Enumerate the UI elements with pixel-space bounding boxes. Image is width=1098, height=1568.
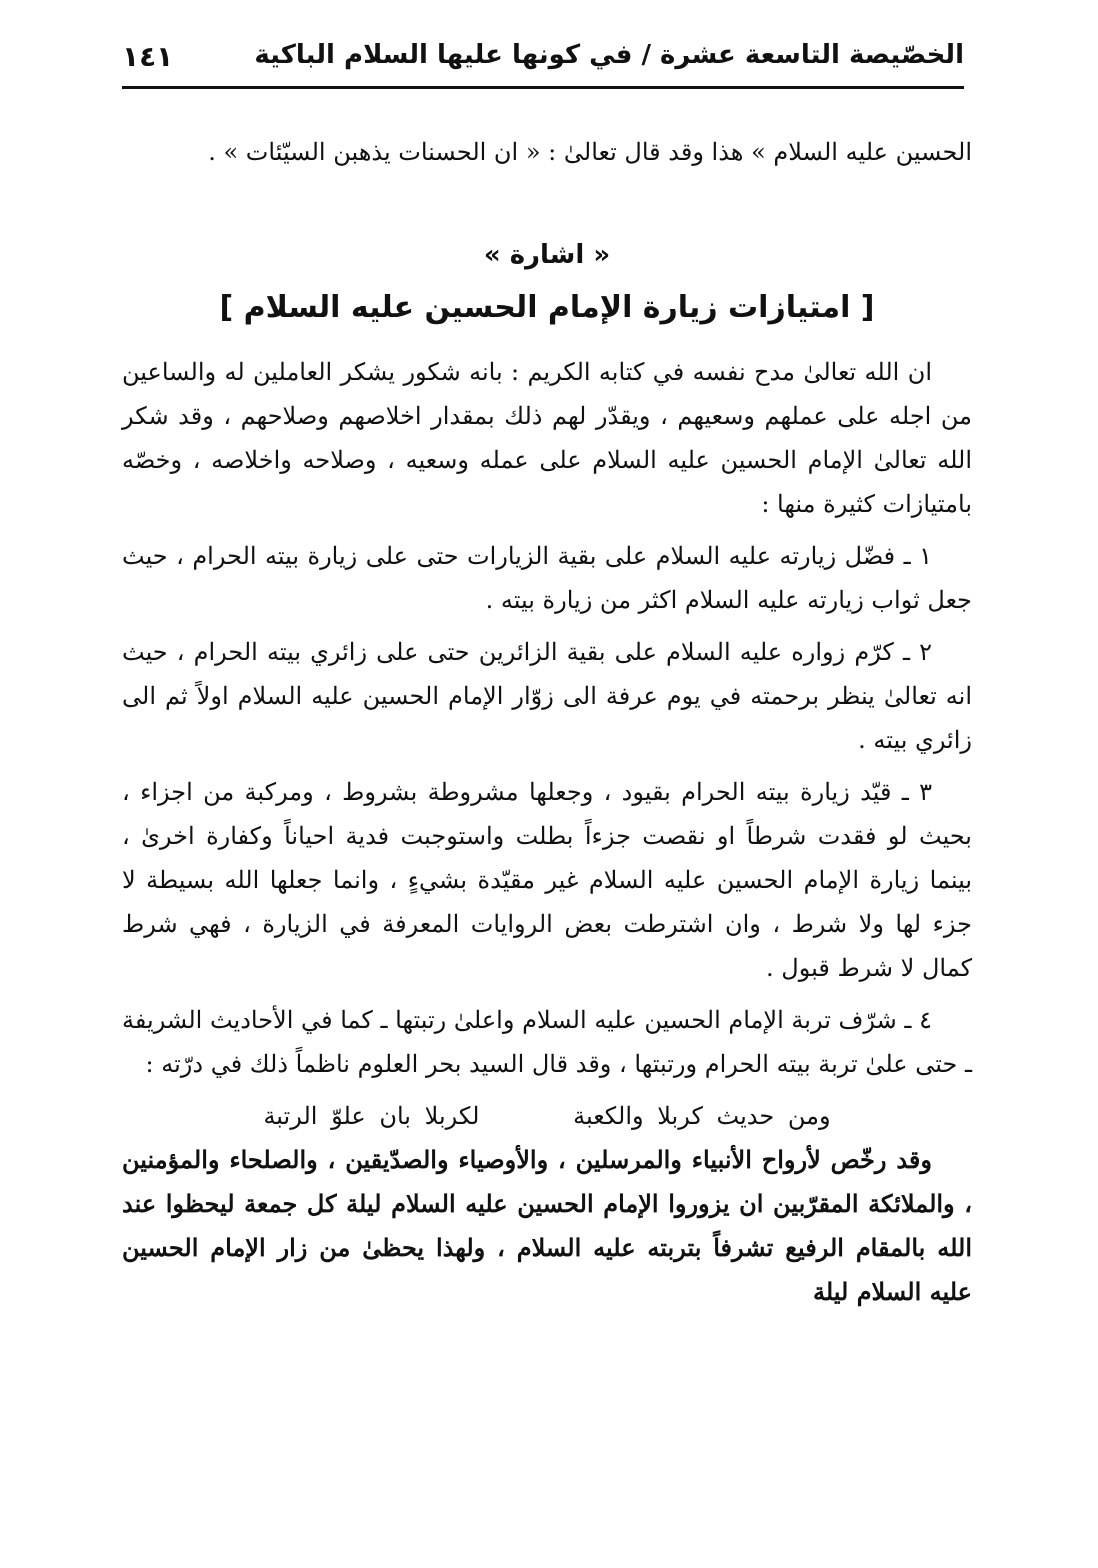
running-title: الخصّيصة التاسعة عشرة / في كونها عليها السلام الباكية	[254, 40, 964, 70]
verse-second-hemistich: لكربلا بان علوّ الرتبة	[263, 1102, 480, 1130]
paragraph-intro: ان الله تعالىٰ مدح نفسه في كتابه الكريم : بانه شكور يشكر العاملين له والساعين من اجله على عملهم وسعيهم ، ويقدّر لهم ذلك بمقدار اخلاصهم وصلاحهم ، وقد شكر الله تعالىٰ الإمام الحسين عليه السلام على عمله وسعيه ، وصلاحه واخلاصه ، وخصّه بامتيازات كثيرة منها :	[122, 358, 972, 518]
body-text	[122, 350, 972, 1322]
page-header	[122, 38, 964, 86]
paragraph-item-2: ٢ ـ كرّم زواره عليه السلام على بقية الزائرين حتى على زائري بيته الحرام ، حيث انه تعالىٰ ينظر برحمته في يوم عرفة الى زوّار الإمام الحسين عليه السلام اولاً ثم الى زائري بيته .	[122, 638, 973, 754]
verse-first-hemistich: ومن حديث كربلا والكعبة	[573, 1102, 831, 1130]
section-title: [ امتيازات زيارة الإمام الحسين عليه السلام ]	[219, 290, 875, 325]
paragraph-item-1: ١ ـ فضّل زيارته عليه السلام على بقية الزيارات حتى على زيارة بيته الحرام ، حيث جعل ثواب زيارته عليه السلام اكثر من زيارة بيته .	[122, 542, 972, 614]
header-rule	[122, 86, 964, 89]
section-label: « اشارة »	[483, 240, 611, 270]
intro-line: الحسين عليه السلام » هذا وقد قال تعالىٰ : « ان الحسنات يذهبن السيّئات » .	[208, 138, 972, 166]
paragraph-item-3: ٣ ـ قيّد زيارة بيته الحرام بقيود ، وجعلها مشروطة بشروط ، ومركبة من اجزاء ، بحيث لو فقدت شرطاً او نقصت جزءاً بطلت واستوجبت فدية احياناً وكفارة اخرىٰ ، بينما زيارة الإمام الحسين عليه السلام غير مقيّدة بشيءٍ ، وانما جعلها الله بسيطة لا جزء لها ولا شرط ، وان اشترطت بعض الروايات المعرفة في الزيارة ، فهي شرط كمال لا شرط قبول .	[122, 778, 973, 982]
paragraph-closing: وقد رخّص لأرواح الأنبياء والمرسلين ، والأوصياء والصدّيقين ، والصلحاء والمؤمنين ، والملائكة المقرّبين ان يزوروا الإمام الحسين عليه السلام ليلة كل جمعة ليحظوا عند الله بالمقام الرفيع تشرفاً بتربته عليه السلام ، ولهذا يحظىٰ من زار الإمام الحسين عليه السلام ليلة	[122, 1145, 972, 1306]
page-number: ١٤١	[122, 40, 174, 73]
paragraph-item-4: ٤ ـ شرّف تربة الإمام الحسين عليه السلام واعلىٰ رتبتها ـ كما في الأحاديث الشريفة ـ حتى علىٰ تربة بيته الحرام ورتبتها ، وقد قال السيد بحر العلوم ناظماً ذلك في درّته :	[122, 1006, 972, 1078]
poem-verse	[122, 1094, 972, 1138]
